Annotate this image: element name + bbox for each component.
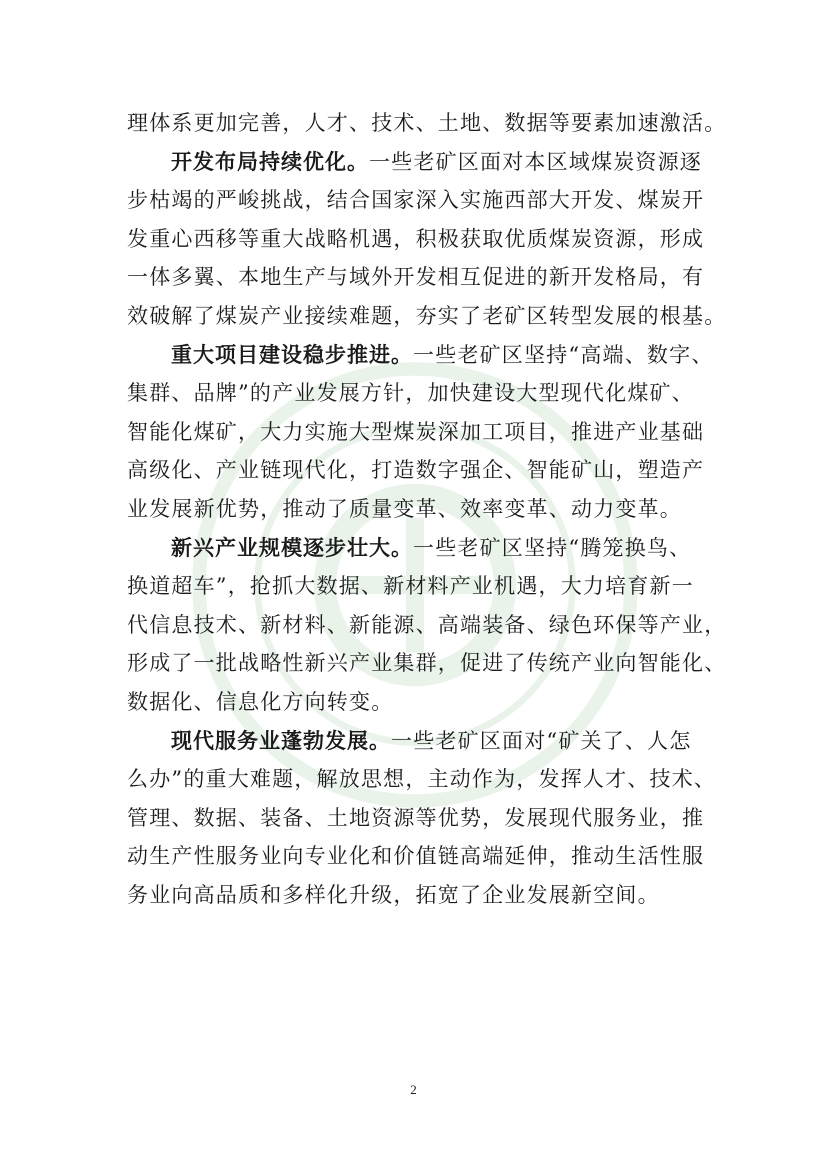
text-line: 集群、品牌”的产业发展方针，加快建设大型现代化煤矿、 <box>127 381 694 406</box>
text-line: 管理、数据、装备、土地资源等优势，发展现代服务业，推 <box>127 805 705 830</box>
text-line: 发重心西移等重大战略机遇，积极获取优质煤炭资源，形成 <box>127 226 705 251</box>
paragraph-continuation <box>127 104 727 143</box>
text-line: 步枯竭的严峻挑战，结合国家深入实施西部大开发、煤炭开 <box>127 188 705 213</box>
section-heading: 重大项目建设稳步推进。 <box>171 342 413 367</box>
section-heading: 新兴产业规模逐步壮大。 <box>171 535 413 560</box>
paragraph-modern-services <box>127 722 717 761</box>
text-line: 一些老矿区面对本区域煤炭资源逐 <box>369 149 702 174</box>
text-line: 高级化、产业链现代化，打造数字强企、智能矿山，塑造产 <box>127 458 705 483</box>
text-line: 业发展新优势，推动了质量变革、效率变革、动力变革。 <box>127 496 682 521</box>
text-line: 代信息技术、新材料、新能源、高端装备、绿色环保等产业， <box>127 612 727 637</box>
body-text <box>127 104 727 914</box>
paragraph-emerging-industries <box>127 529 717 568</box>
page-number: 2 <box>410 1082 417 1097</box>
text-line: 智能化煤矿，大力实施大型煤炭深加工项目，推进产业基础 <box>127 419 705 444</box>
text-line: 数据化、信息化方向转变。 <box>127 689 394 714</box>
paragraph-development-layout <box>127 143 717 182</box>
section-heading: 开发布局持续优化。 <box>171 149 369 174</box>
text-line: 一些老矿区坚持“高端、数字、 <box>413 342 714 367</box>
text-line: 换道超车”，抢抓大数据、新材料产业机遇，大力培育新一 <box>127 574 694 599</box>
text-line: 动生产性服务业向专业化和价值链高端延伸，推动生活性服 <box>127 844 705 869</box>
text-line: 一体多翼、本地生产与域外开发相互促进的新开发格局，有 <box>127 265 705 290</box>
paragraph-major-projects <box>127 336 717 375</box>
text-line: 一些老矿区坚持“腾笼换鸟、 <box>413 535 692 560</box>
text-line: 一些老矿区面对“矿关了、人怎 <box>391 728 692 753</box>
text-line: 效破解了煤炭产业接续难题，夯实了老矿区转型发展的根基。 <box>127 303 727 328</box>
section-heading: 现代服务业蓬勃发展。 <box>171 728 391 753</box>
text-line: 务业向高品质和多样化升级，拓宽了企业发展新空间。 <box>127 882 660 907</box>
text-line: 么办”的重大难题，解放思想，主动作为，发挥人才、技术、 <box>127 767 717 792</box>
text-line: 理体系更加完善，人才、技术、土地、数据等要素加速激活。 <box>127 111 727 135</box>
text-line: 形成了一批战略性新兴产业集群，促进了传统产业向智能化、 <box>127 651 727 676</box>
